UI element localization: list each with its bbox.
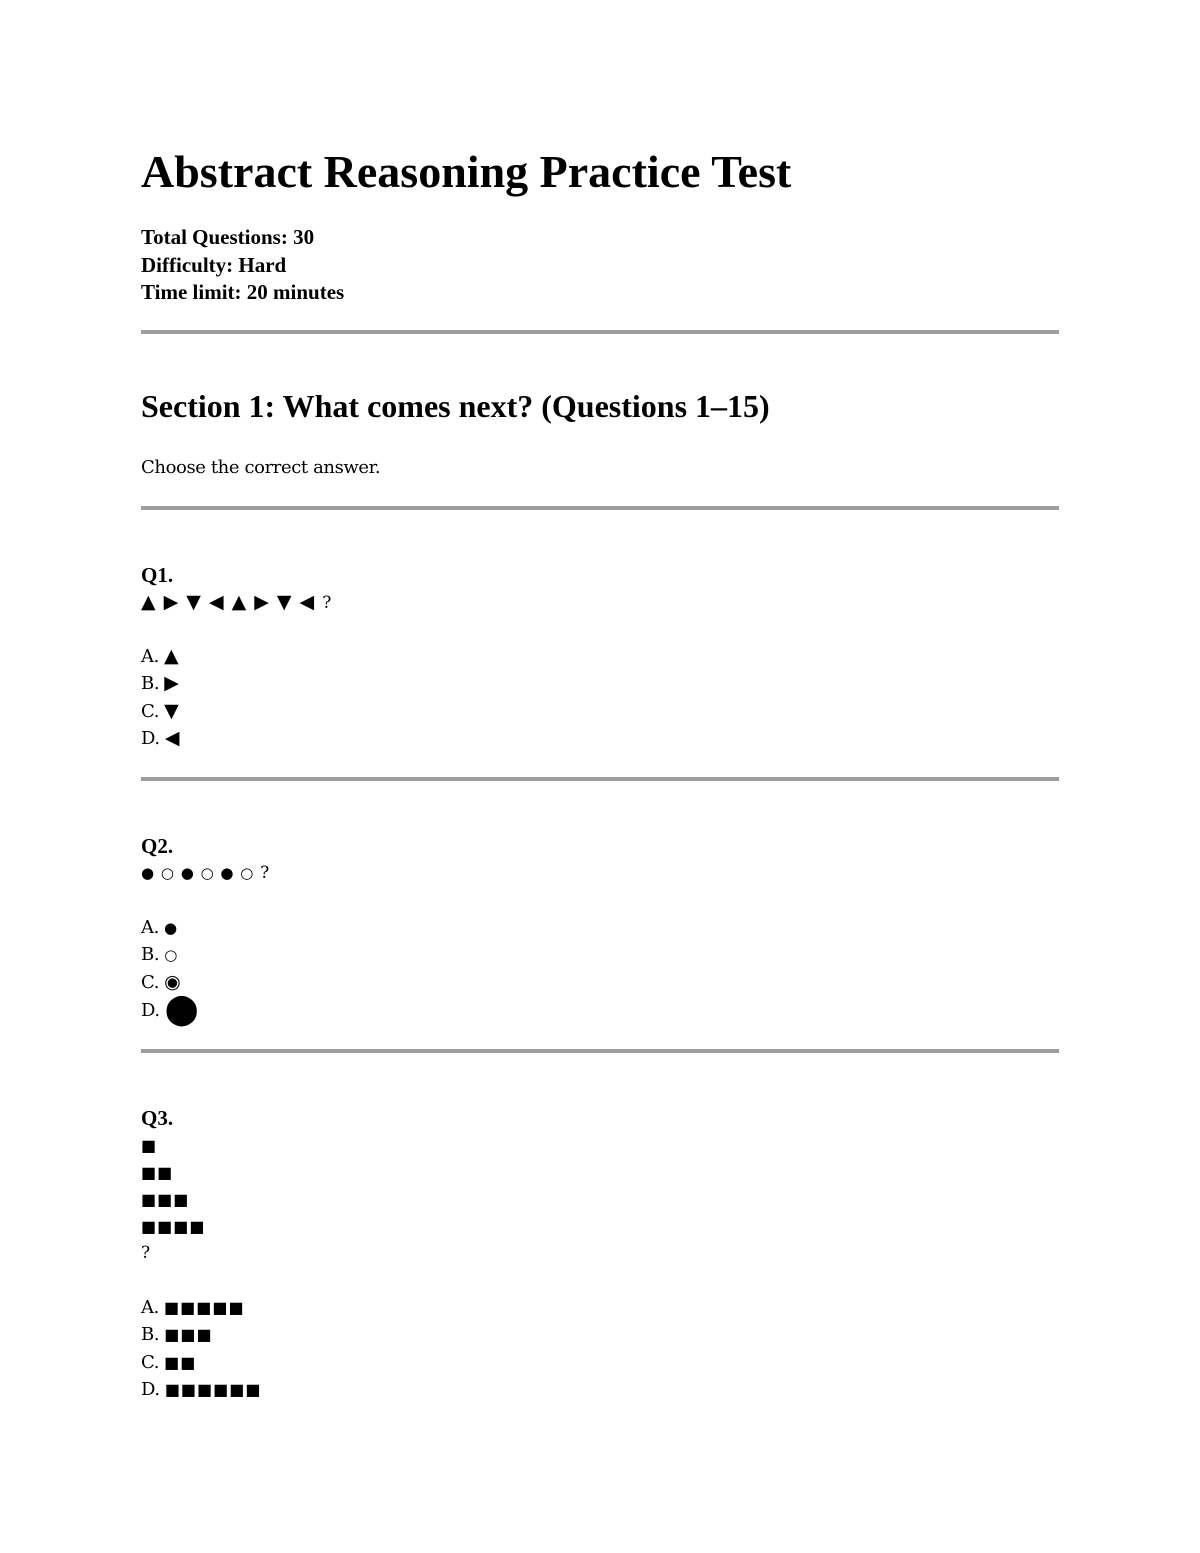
question-sequence	[141, 589, 1059, 616]
fisheye-circle-icon: ◉	[164, 970, 182, 993]
hollow-circle-icon: ○	[164, 946, 179, 965]
section-instruction: Choose the correct answer.	[141, 457, 381, 478]
answer-option-c[interactable]	[141, 969, 1059, 996]
answer-option-b[interactable]	[141, 1321, 1059, 1348]
sequence-line-2: ■■	[141, 1163, 174, 1182]
squares-icon: ■■■	[164, 1325, 213, 1345]
answer-option-a[interactable]	[141, 643, 1059, 670]
section-heading: Section 1: What comes next? (Questions 1–15)	[141, 388, 770, 424]
option-letter: D.	[141, 727, 160, 749]
divider	[141, 506, 1059, 510]
triangle-left-icon: ◀	[164, 726, 181, 749]
answer-option-c[interactable]	[141, 698, 1059, 725]
question-mark: ?	[322, 593, 333, 613]
answer-option-d[interactable]	[141, 725, 1059, 752]
question-mark: ?	[141, 1243, 152, 1263]
difficulty: Difficulty: Hard	[141, 252, 287, 277]
squares-icon: ■■	[164, 1352, 197, 1372]
question-label: Q2.	[141, 834, 174, 858]
answer-options	[141, 643, 1059, 752]
total-questions: Total Questions: 30	[141, 225, 315, 249]
squares-icon: ■■■■■	[164, 1298, 245, 1317]
sequence-line-4: ■■■■	[141, 1217, 206, 1236]
option-letter: B.	[141, 673, 160, 695]
squares-icon: ■■■■■■	[164, 1379, 262, 1399]
question-sequence	[141, 860, 1059, 887]
option-letter: D.	[141, 999, 160, 1021]
question-mark: ?	[260, 863, 271, 883]
answer-options	[141, 1294, 1059, 1403]
option-letter: A.	[141, 917, 159, 938]
option-letter: A.	[141, 1297, 159, 1318]
triangle-right-icon: ▶	[164, 672, 180, 695]
question-label: Q3.	[141, 1106, 174, 1130]
page-title: Abstract Reasoning Practice Test	[141, 146, 792, 197]
triangle-down-icon: ▼	[164, 699, 180, 722]
answer-option-b[interactable]	[141, 670, 1059, 697]
answer-option-b[interactable]	[141, 941, 1059, 968]
answer-option-c[interactable]	[141, 1349, 1059, 1376]
question-1	[141, 562, 1059, 752]
divider	[141, 777, 1059, 781]
triangle-up-icon: ▲	[164, 645, 180, 667]
divider	[141, 1049, 1059, 1053]
time-limit: Time limit: 20 minutes	[141, 280, 345, 304]
large-filled-circle-icon: ⬤	[164, 991, 200, 1027]
question-label: Q1.	[141, 563, 174, 587]
answer-option-d[interactable]	[141, 991, 1059, 1027]
filled-circle-icon: ●	[164, 919, 179, 937]
answer-option-a[interactable]	[141, 914, 1059, 941]
sequence-shapes: ▲ ▶ ▼ ◀ ▲ ▶ ▼ ◀	[141, 591, 316, 613]
sequence-shapes: ● ○ ● ○ ● ○	[141, 864, 255, 882]
sequence-line-3: ■■■	[141, 1190, 190, 1209]
option-letter: B.	[141, 944, 160, 966]
option-letter: C.	[141, 971, 160, 993]
option-letter: B.	[141, 1324, 160, 1346]
answer-options	[141, 914, 1059, 1027]
sequence-line-1: ■	[141, 1136, 158, 1155]
option-letter: D.	[141, 1378, 160, 1400]
answer-option-d[interactable]	[141, 1376, 1059, 1403]
question-3	[141, 1105, 1059, 1403]
option-letter: A.	[141, 646, 159, 667]
option-letter: C.	[141, 1351, 160, 1373]
test-meta	[141, 224, 344, 307]
question-2	[141, 833, 1059, 1027]
answer-option-a[interactable]	[141, 1294, 1059, 1321]
option-letter: C.	[141, 700, 160, 722]
divider	[141, 330, 1059, 334]
